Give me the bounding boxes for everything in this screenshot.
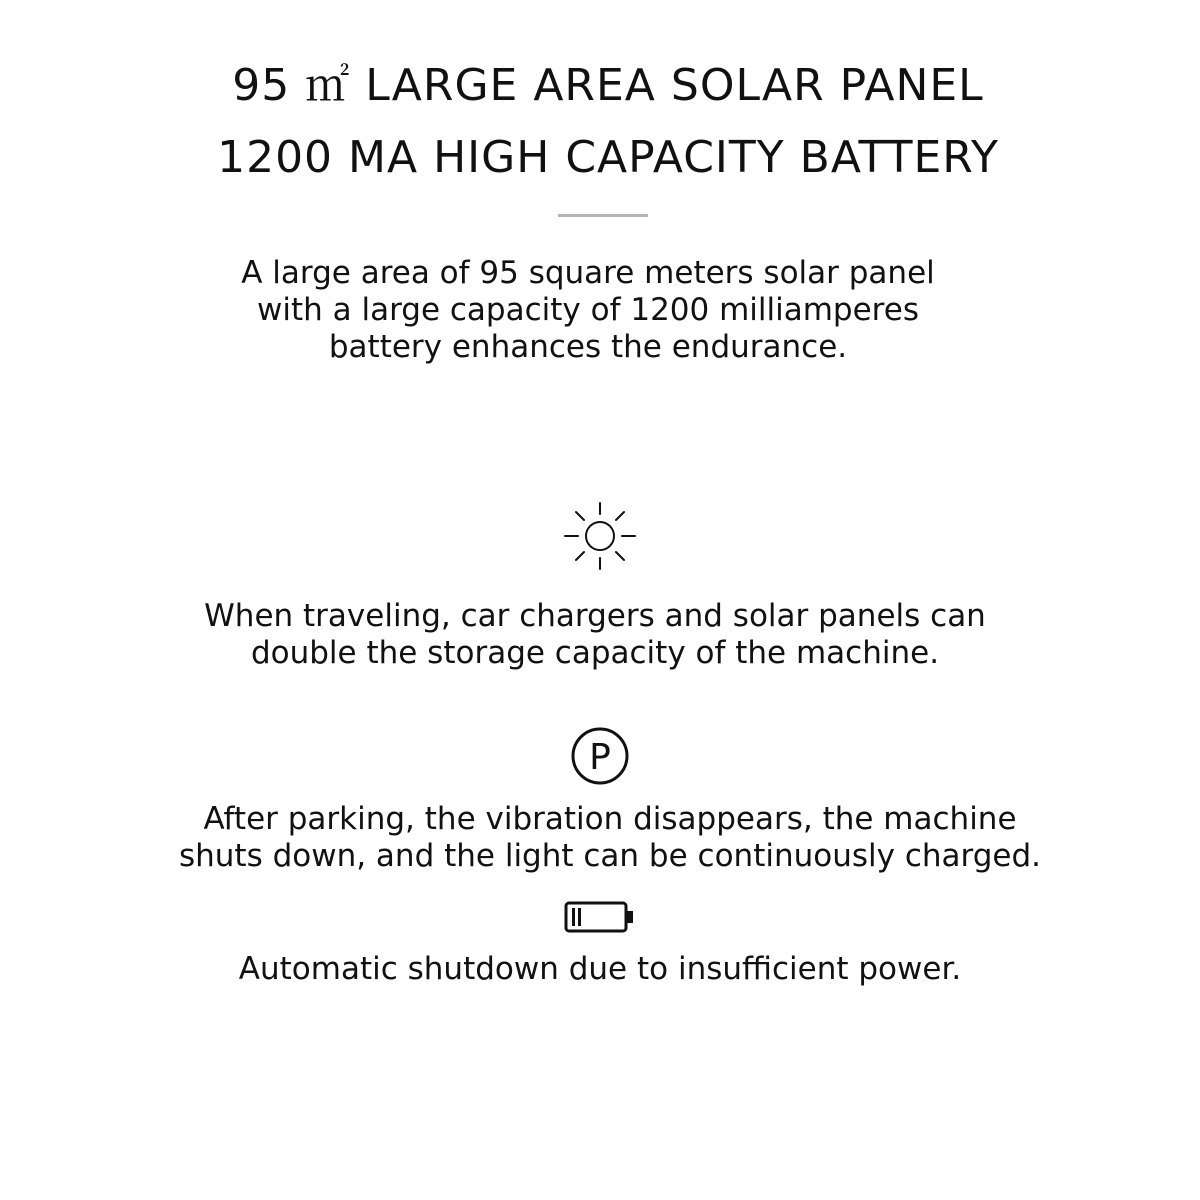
feature-battery-text: Automatic shutdown due to insufficient power. <box>238 951 962 987</box>
feature-parking-line-1: After parking, the vibration disappears, the machine <box>203 801 1017 837</box>
parking-icon-letter: P <box>589 737 611 778</box>
title-line-2: 1200 MA HIGH CAPACITY BATTERY <box>217 132 999 183</box>
intro-line-3: battery enhances the endurance. <box>328 329 848 365</box>
feature-solar-line-1: When traveling, car chargers and solar panels can <box>204 598 986 634</box>
battery-low-icon <box>564 900 636 934</box>
feature-solar-text <box>0 598 1195 672</box>
intro-line-2: with a large capacity of 1200 milliamperes <box>257 292 919 328</box>
intro-line-1: A large area of 95 square meters solar panel <box>241 255 935 291</box>
title-divider <box>558 214 648 217</box>
feature-solar-line-2: double the storage capacity of the machine. <box>250 635 940 671</box>
feature-parking-text <box>10 801 1200 875</box>
feature-parking-line-2: shuts down, and the light can be continuously charged. <box>178 838 1042 874</box>
parking-icon <box>568 727 632 785</box>
intro-paragraph <box>0 255 1188 366</box>
sun-icon <box>562 500 638 572</box>
title-line-1: 95 ㎡ LARGE AREA SOLAR PANEL <box>232 60 984 111</box>
